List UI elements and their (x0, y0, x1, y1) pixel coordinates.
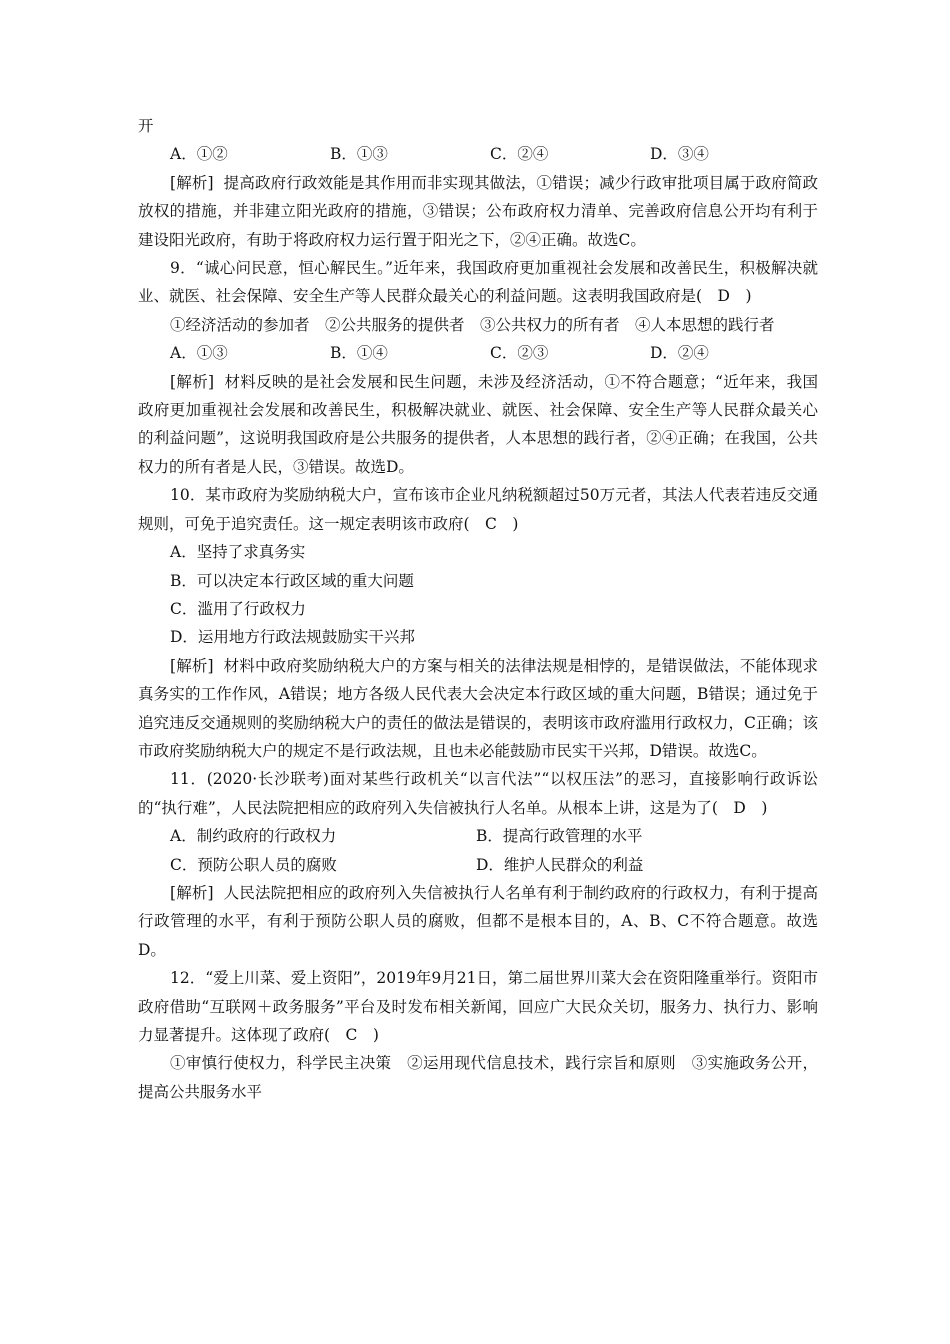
q9-option-b: B．①④ (330, 344, 388, 363)
q10-option-b: B．可以决定本行政区域的重大问题 (170, 571, 414, 590)
q10-option-a: A．坚持了求真务实 (170, 543, 306, 562)
q11-option-c: C．预防公职人员的腐败 (170, 855, 337, 874)
q9-analysis-text: 材料反映的是社会发展和民生问题，未涉及经济活动，①不符合题意；“近年来，我国政府更加重视社会发展和改善民生，积极解决就业、就医、社会保障、安全生产等人民群众最关心的利益问题”，这说明我国政府是公共服务的提供者，人本思想的践行者，②④正确；在我国，公共权力的所有者是人民，③错误。故选D。 (138, 372, 818, 476)
q9-analysis-tag: [解析] (170, 372, 215, 391)
q8-analysis-tag: [解析] (170, 173, 214, 192)
q9-option-c: C．②③ (490, 344, 549, 363)
q12-stem: 12．“爱上川菜、爱上资阳”，2019年9月21日，第二届世界川菜大会在资阳隆重举行。资阳市政府借助“互联网＋政务服务”平台及时发布相关新闻，回应广大民众关切，服务力、执行力、影响力显著提升。这体现了政府( C ) (138, 969, 818, 1044)
q9-option-a: A．①③ (170, 344, 228, 363)
q10-analysis (138, 652, 818, 766)
q11-analysis (138, 879, 818, 964)
q10-analysis-text: 材料中政府奖励纳税大户的方案与相关的法律法规是相悖的，是错误做法，不能体现求真务实的工作作风，A错误；地方各级人民代表大会决定本行政区域的重大问题，B错误；通过免于追究违反交通规则的奖励纳税大户的责任的做法是错误的，表明该市政府滥用行政权力，C正确；该市政府奖励纳税大户的规定不是行政法规，且也未必能鼓励市民实干兴邦，D错误。故选C。 (138, 656, 818, 760)
q9-items: ①经济活动的参加者 ②公共服务的提供者 ③公共权力的所有者 ④人本思想的践行者 (170, 315, 775, 334)
q10-analysis-tag: [解析] (170, 656, 214, 675)
q9-analysis (138, 368, 818, 482)
q8-stem-tail: 开 (138, 117, 154, 135)
q11-analysis-text: 人民法院把相应的政府列入失信被执行人名单有利于制约政府的行政权力，有利于提高行政管理的水平，有利于预防公职人员的腐败，但都不是根本目的，A、B、C不符合题意。故选D。 (138, 883, 818, 959)
q11-option-b: B．提高行政管理的水平 (476, 827, 643, 846)
q10-option-c: C．滥用了行政权力 (170, 599, 306, 618)
q12-items: ①审慎行使权力，科学民主决策 ②运用现代信息技术，践行宗旨和原则 ③实施政务公开，提高公共服务水平 (138, 1054, 818, 1101)
q9-stem: 9．“诚心问民意，恒心解民生。”近年来，我国政府更加重视社会发展和改善民生，积极解决就业、就医、社会保障、安全生产等人民群众最关心的利益问题。这表明我国政府是( D ) (138, 259, 818, 306)
q11-option-d: D．维护人民群众的利益 (476, 855, 644, 874)
q9-options (138, 339, 818, 367)
q11-stem: 11．(2020·长沙联考)面对某些行政机关“以言代法”“以权压法”的恶习，直接影响行政诉讼的“执行难”，人民法院把相应的政府列入失信被执行人名单。从根本上讲，这是为了( D ) (138, 770, 818, 817)
q8-analysis (138, 169, 818, 254)
q10-stem: 10．某市政府为奖励纳税大户，宣布该市企业凡纳税额超过50万元者，其法人代表若违反交通规则，可免于追究责任。这一规定表明该市政府( C ) (138, 486, 818, 533)
q8-option-a: A．①② (170, 145, 228, 164)
q8-option-b: B．①③ (330, 145, 388, 164)
q11-options (138, 822, 818, 879)
q11-option-a: A．制约政府的行政权力 (170, 827, 337, 846)
q11-analysis-tag: [解析] (170, 883, 214, 902)
q8-analysis-text: 提高政府行政效能是其作用而非实现其做法，①错误；减少行政审批项目属于政府简政放权的措施，并非建立阳光政府的措施，③错误；公布政府权力清单、完善政府信息公开均有利于建设阳光政府，有助于将政府权力运行置于阳光之下，②④正确。故选C。 (138, 173, 818, 249)
q8-option-c: C．②④ (490, 145, 549, 164)
q10-option-d: D．运用地方行政法规鼓励实干兴邦 (170, 628, 415, 647)
q8-option-d: D．③④ (650, 145, 709, 164)
q8-options (138, 140, 818, 168)
q9-option-d: D．②④ (650, 344, 709, 363)
document-page (138, 112, 818, 1106)
